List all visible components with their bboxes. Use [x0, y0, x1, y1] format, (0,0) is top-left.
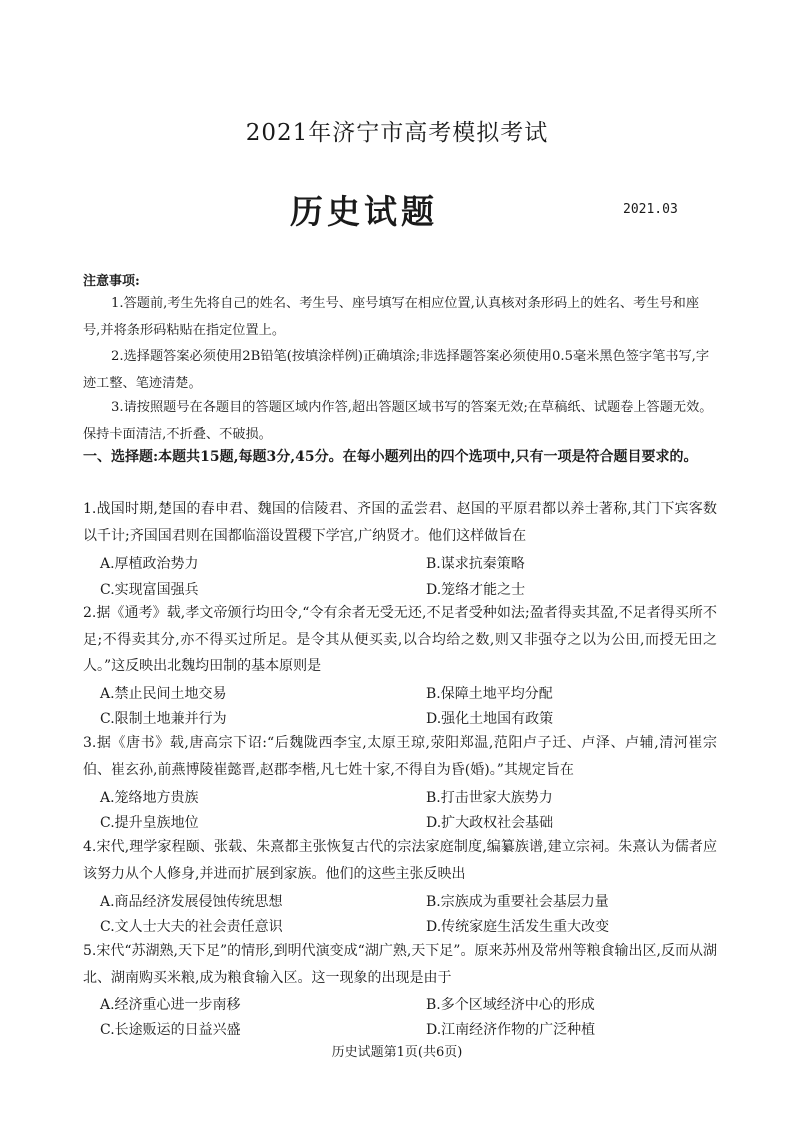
option-a: A.禁止民间土地交易 — [100, 686, 227, 702]
option-a: A.笼络地方贵族 — [100, 790, 199, 806]
option-d: D.强化土地国有政策 — [426, 711, 554, 727]
option-d: D.江南经济作物的广泛种植 — [426, 1022, 596, 1038]
question-stem: 1.战国时期,楚国的春申君、魏国的信陵君、齐国的孟尝君、赵国的平原君都以养士著称,其门下宾客数以千计;齐国国君则在国都临淄设置稷下学宫,广纳贤才。他们这样做旨在 — [83, 501, 717, 544]
question-stem: 4.宋代,理学家程颐、张载、朱熹都主张恢复古代的宗法家庭制度,编纂族谱,建立宗祠。朱熹认为儒者应该努力从个人修身,并进而扩展到家族。他们的这些主张反映出 — [83, 839, 717, 882]
subject-title: 历史试题 — [290, 192, 438, 231]
option-b: B.打击世家大族势力 — [426, 790, 553, 806]
option-c: C.长途贩运的日益兴盛 — [100, 1022, 241, 1038]
question-stem: 2.据《通考》载,孝文帝颁行均田令,“令有余者无受无还,不足者受种如法;盈者得卖其盈,不足者得买所不足;不得卖其分,亦不得买过所足。是令其从便买卖,以合均给之数,则又非强夺之以为公田,而授无田之人。”这反映出北魏均田制的基本原则是 — [83, 605, 717, 674]
option-a: A.经济重心进一步南移 — [100, 997, 241, 1013]
question-stem: 3.据《唐书》载,唐高宗下诏:“后魏陇西李宝,太原王琼,荥阳郑温,范阳卢子迁、卢泽、卢辅,清河崔宗伯、崔玄孙,前燕博陵崔懿晋,赵郡李楷,凡七姓十家,不得自为昏(婚)。”其规定旨在 — [83, 735, 717, 778]
option-b: B.谋求抗秦策略 — [426, 556, 525, 572]
option-b: B.多个区域经济中心的形成 — [426, 997, 595, 1013]
question-stem: 5.宋代“苏湖熟,天下足”的情形,到明代演变成“湖广熟,天下足”。原来苏州及常州等粮食输出区,反而从湖北、湖南购买米粮,成为粮食输入区。这一现象的出现是由于 — [83, 943, 717, 986]
option-b: B.保障土地平均分配 — [426, 686, 553, 702]
exam-date: 2021.03 — [623, 202, 678, 217]
option-d: D.笼络才能之士 — [426, 582, 526, 598]
section-heading: 一、选择题:本题共15题,每题3分,45分。在每小题列出的四个选项中,只有一项是符合题目要求的。 — [83, 449, 698, 465]
note-item: 1.答题前,考生先将自己的姓名、考生号、座号填写在相应位置,认真核对条形码上的姓名、考生号和座号,并将条形码粘贴在指定位置上。 — [83, 296, 700, 338]
option-c: C.文人士大夫的社会责任意识 — [100, 919, 283, 935]
option-a: A.厚植政治势力 — [100, 556, 199, 572]
option-c: C.提升皇族地位 — [100, 815, 199, 831]
option-c: C.实现富国强兵 — [100, 582, 199, 598]
exam-title: 2021年济宁市高考模拟考试 — [245, 120, 549, 146]
option-a: A.商品经济发展侵蚀传统思想 — [100, 894, 283, 910]
note-item: 3.请按照题号在各题目的答题区域内作答,超出答题区域书写的答案无效;在草稿纸、试题卷上答题无效。保持卡面清洁,不折叠、不破损。 — [83, 400, 713, 442]
option-d: D.传统家庭生活发生重大改变 — [426, 919, 610, 935]
note-item: 2.选择题答案必须使用2B铅笔(按填涂样例)正确填涂;非选择题答案必须使用0.5毫米黑色签字笔书写,字迹工整、笔迹清楚。 — [83, 349, 710, 391]
option-d: D.扩大政权社会基础 — [426, 815, 554, 831]
page-footer: 历史试题第1页(共6页) — [331, 1045, 463, 1060]
notes-title: 注意事项: — [83, 274, 140, 289]
option-c: C.限制土地兼并行为 — [100, 711, 227, 727]
option-b: B.宗族成为重要社会基层力量 — [426, 894, 609, 910]
